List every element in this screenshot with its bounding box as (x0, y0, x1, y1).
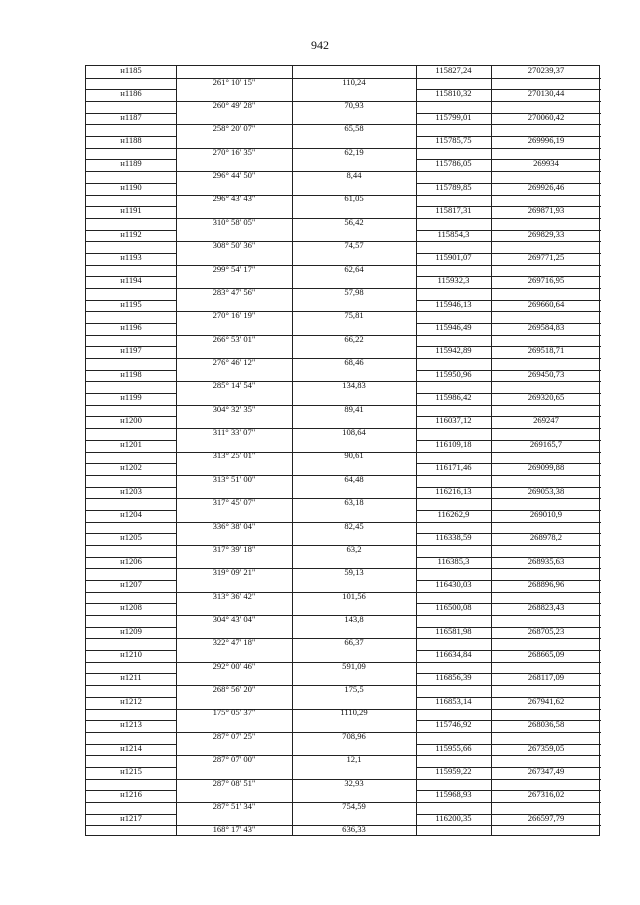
point-name: н1203 (120, 485, 142, 496)
direction-angle: 322° 47' 18" (212, 637, 256, 648)
direction-angle: 261° 10' 15" (212, 76, 256, 87)
coordinate-x: 116385,3 (437, 555, 470, 566)
direction-angle: 299° 54' 17" (212, 263, 256, 274)
table-row (86, 276, 599, 299)
point-name: н1191 (120, 205, 142, 216)
segment-length: 59,13 (344, 567, 364, 578)
segment-length: 63,2 (346, 543, 362, 554)
direction-angle: 268° 56' 20" (212, 684, 256, 695)
point-name: н1215 (120, 765, 142, 776)
direction-angle: 175° 05' 37" (212, 707, 256, 718)
coordinate-y: 269518,71 (527, 345, 565, 356)
table-row (86, 253, 599, 276)
direction-angle: 276° 46' 12" (212, 357, 256, 368)
segment-length: 175,5 (344, 684, 364, 695)
point-name: н1200 (120, 415, 142, 426)
segment-length: 75,81 (344, 310, 364, 321)
coordinate-x: 115950,96 (435, 368, 472, 379)
table-row (86, 230, 599, 253)
direction-angle: 270° 16' 35" (212, 146, 256, 157)
coordinate-y: 269099,88 (527, 462, 565, 473)
point-name: н1206 (120, 555, 142, 566)
coordinate-y: 270060,42 (527, 111, 565, 122)
coordinate-y: 270239,37 (527, 65, 565, 75)
segment-length: 64,48 (344, 473, 364, 484)
segment-length: 66,37 (344, 637, 364, 648)
point-name: н1190 (120, 181, 142, 192)
table-row (86, 300, 599, 323)
coordinate-y: 269660,64 (527, 298, 565, 309)
segment-length: 143,8 (344, 614, 364, 625)
point-name: н1201 (120, 438, 142, 449)
point-name: н1197 (120, 345, 142, 356)
direction-angle: 296° 43' 43" (212, 193, 256, 204)
segment-length: 636,33 (342, 824, 366, 835)
coordinate-y: 268823,43 (527, 602, 565, 613)
table-row (86, 487, 599, 510)
table-row (86, 580, 599, 603)
direction-angle: 317° 45' 07" (212, 497, 256, 508)
direction-angle: 287° 07' 25" (212, 730, 256, 741)
point-name: н1199 (120, 392, 142, 403)
coordinate-y: 269584,83 (527, 322, 565, 332)
coordinate-y: 269934 (533, 158, 559, 169)
page-number: 942 (311, 38, 329, 52)
coordinate-x: 116171,46 (435, 462, 472, 473)
coordinate-y: 268665,09 (527, 649, 565, 660)
segment-length: 65,58 (344, 123, 364, 134)
direction-angle: 317° 39' 18" (212, 543, 256, 554)
coordinate-y: 269771,25 (527, 251, 565, 262)
coordinate-x: 115932,3 (437, 275, 470, 286)
table-row (86, 697, 599, 720)
point-name: н1185 (120, 65, 142, 75)
table-row (86, 66, 599, 89)
coordinate-y: 268705,23 (527, 625, 565, 636)
direction-angle: 266° 53' 01" (212, 333, 256, 344)
coordinate-x: 116853,14 (435, 695, 472, 706)
point-name: н1186 (120, 88, 142, 99)
table-row (86, 393, 599, 416)
direction-angle: 313° 51' 00" (212, 473, 256, 484)
point-name: н1192 (120, 228, 142, 239)
direction-angle: 336° 38' 04" (212, 520, 256, 531)
point-name: н1198 (120, 368, 142, 379)
table-row (86, 370, 599, 393)
point-name: н1204 (120, 508, 142, 519)
table-row (86, 416, 599, 439)
table-row (86, 814, 599, 837)
segment-length: 591,09 (342, 660, 366, 671)
coordinate-y: 267359,05 (527, 742, 565, 753)
direction-angle: 287° 07' 00" (212, 754, 256, 765)
coordinate-y: 269996,19 (527, 135, 565, 146)
table-row (86, 440, 599, 463)
coordinate-x: 115786,05 (435, 158, 472, 169)
direction-angle: 168° 17' 43" (212, 824, 256, 835)
point-name: н1212 (120, 695, 142, 706)
table-row (86, 183, 599, 206)
point-name: н1217 (120, 812, 142, 823)
table-row (86, 89, 599, 112)
segment-length: 62,19 (344, 146, 364, 157)
coordinate-x: 116430,03 (435, 579, 472, 589)
point-name: н1216 (120, 789, 142, 800)
point-name: н1208 (120, 602, 142, 613)
table-row (86, 557, 599, 580)
direction-angle: 292° 00' 46" (212, 660, 256, 671)
point-name: н1214 (120, 742, 142, 753)
coordinate-y: 269871,93 (527, 205, 565, 216)
point-name: н1213 (120, 719, 142, 730)
segment-length: 56,42 (344, 216, 364, 227)
segment-length: 70,93 (344, 100, 364, 111)
table-row (86, 673, 599, 696)
coordinate-x: 115901,07 (435, 251, 472, 262)
direction-angle: 287° 08' 51" (212, 777, 256, 788)
coordinate-y: 268978,2 (529, 532, 563, 543)
segment-length: 708,96 (342, 730, 366, 741)
table-row (86, 603, 599, 626)
segment-length: 62,64 (344, 263, 364, 274)
coordinate-x: 115968,93 (435, 789, 472, 800)
coordinate-y: 266597,79 (527, 812, 565, 823)
segment-length: 90,61 (344, 450, 364, 461)
segment-length: 82,45 (344, 520, 364, 531)
coordinate-y: 269247 (533, 415, 559, 426)
point-name: н1196 (120, 322, 142, 332)
coordinate-x: 115959,22 (435, 765, 472, 776)
table-row (86, 463, 599, 486)
coordinate-x: 116338,59 (435, 532, 472, 543)
coordinate-x: 115789,85 (435, 181, 472, 192)
coordinate-y: 269010,9 (529, 508, 563, 519)
point-name: н1205 (120, 532, 142, 543)
point-name: н1194 (120, 275, 142, 286)
table-row (86, 744, 599, 767)
direction-angle: 260° 49' 28" (212, 100, 256, 111)
direction-angle: 270° 16' 19" (212, 310, 256, 321)
coordinate-x: 116500,08 (435, 602, 472, 613)
point-name: н1210 (120, 649, 142, 660)
segment-length: 12,1 (346, 754, 362, 765)
segment-length: 134,83 (342, 380, 366, 391)
coordinate-y: 269165,7 (529, 438, 563, 449)
point-name: н1193 (120, 251, 142, 262)
coordinate-x: 115946,13 (435, 298, 472, 309)
segment-length: 89,41 (344, 403, 364, 414)
segment-length: 1110,29 (340, 707, 368, 718)
direction-angle: 319° 09' 21" (212, 567, 256, 578)
table-row (86, 159, 599, 182)
coordinate-x: 115799,01 (435, 111, 472, 122)
segment-length: 57,98 (344, 286, 364, 297)
point-name: н1187 (120, 111, 142, 122)
coordinate-y: 268036,58 (527, 719, 565, 730)
coordinate-y: 267941,62 (527, 695, 565, 706)
coordinate-x: 115955,66 (435, 742, 472, 753)
coordinate-y: 269829,33 (527, 228, 565, 239)
coordinate-y: 270130,44 (527, 88, 565, 99)
point-name: н1188 (120, 135, 142, 146)
coordinate-x: 116216,13 (435, 485, 472, 496)
direction-angle: 304° 32' 35" (212, 403, 256, 414)
direction-angle: 296° 44' 50" (212, 170, 256, 181)
point-name: н1195 (120, 298, 142, 309)
direction-angle: 310° 58' 05" (212, 216, 256, 227)
coordinate-y: 267347,49 (527, 765, 565, 776)
coordinate-x: 115785,75 (435, 135, 472, 146)
coordinate-x: 116581,98 (435, 625, 472, 636)
table-row (86, 113, 599, 136)
point-name: н1207 (120, 579, 142, 589)
direction-angle: 313° 36' 42" (212, 590, 256, 601)
coordinate-y: 269450,73 (527, 368, 565, 379)
point-name: н1189 (120, 158, 142, 169)
segment-length: 108,64 (342, 427, 366, 438)
table-row (86, 510, 599, 533)
table-row (86, 767, 599, 790)
segment-length: 8,44 (346, 170, 362, 181)
coordinate-x: 116200,35 (435, 812, 472, 823)
coordinate-x: 115827,24 (435, 65, 472, 75)
direction-angle: 285° 14' 54" (212, 380, 256, 391)
table-row (86, 627, 599, 650)
coordinate-y: 269926,46 (527, 181, 565, 192)
coordinates-table (85, 65, 600, 836)
point-name: н1211 (120, 672, 142, 683)
coordinate-y: 268935,63 (527, 555, 565, 566)
segment-length: 74,57 (344, 240, 364, 251)
direction-angle: 287° 51' 34" (212, 800, 256, 811)
point-name: н1202 (120, 462, 142, 473)
direction-angle: 308° 50' 36" (212, 240, 256, 251)
segment-length: 68,46 (344, 357, 364, 368)
coordinate-x: 116262,9 (437, 508, 470, 519)
segment-length: 61,05 (344, 193, 364, 204)
table-row (86, 346, 599, 369)
table-row (86, 206, 599, 229)
coordinate-x: 115946,49 (435, 322, 472, 332)
table-row (86, 650, 599, 673)
segment-length: 754,59 (342, 800, 366, 811)
coordinate-x: 116856,39 (435, 672, 472, 683)
coordinate-x: 115817,31 (435, 205, 472, 216)
coordinate-y: 267316,02 (527, 789, 565, 800)
coordinate-x: 115746,92 (435, 719, 472, 730)
table-row (86, 323, 599, 346)
coordinate-x: 115986,42 (435, 392, 472, 403)
table-row (86, 136, 599, 159)
coordinate-x: 115854,3 (437, 228, 470, 239)
segment-length: 32,93 (344, 777, 364, 788)
coordinate-y: 269716,95 (527, 275, 565, 286)
coordinate-x: 116037,12 (435, 415, 472, 426)
coordinate-y: 269320,65 (527, 392, 565, 403)
segment-length: 66,22 (344, 333, 364, 344)
coordinate-y: 268117,09 (527, 672, 565, 683)
segment-length: 63,18 (344, 497, 364, 508)
coordinate-x: 116634,84 (435, 649, 472, 660)
coordinate-x: 116109,18 (435, 438, 472, 449)
direction-angle: 313° 25' 01" (212, 450, 256, 461)
direction-angle: 258° 20' 07" (212, 123, 256, 134)
segment-length: 101,56 (342, 590, 366, 601)
point-name: н1209 (120, 625, 142, 636)
coordinate-y: 269053,38 (527, 485, 565, 496)
table-row (86, 790, 599, 813)
direction-angle: 283° 47' 56" (212, 286, 256, 297)
coordinate-y: 268896,96 (527, 579, 565, 589)
table-row (86, 720, 599, 743)
coordinate-x: 115942,89 (435, 345, 472, 356)
table-row (86, 533, 599, 556)
coordinate-x: 115810,32 (435, 88, 472, 99)
direction-angle: 311° 33' 07" (212, 427, 256, 438)
segment-length: 110,24 (342, 76, 366, 87)
direction-angle: 304° 43' 04" (212, 614, 256, 625)
